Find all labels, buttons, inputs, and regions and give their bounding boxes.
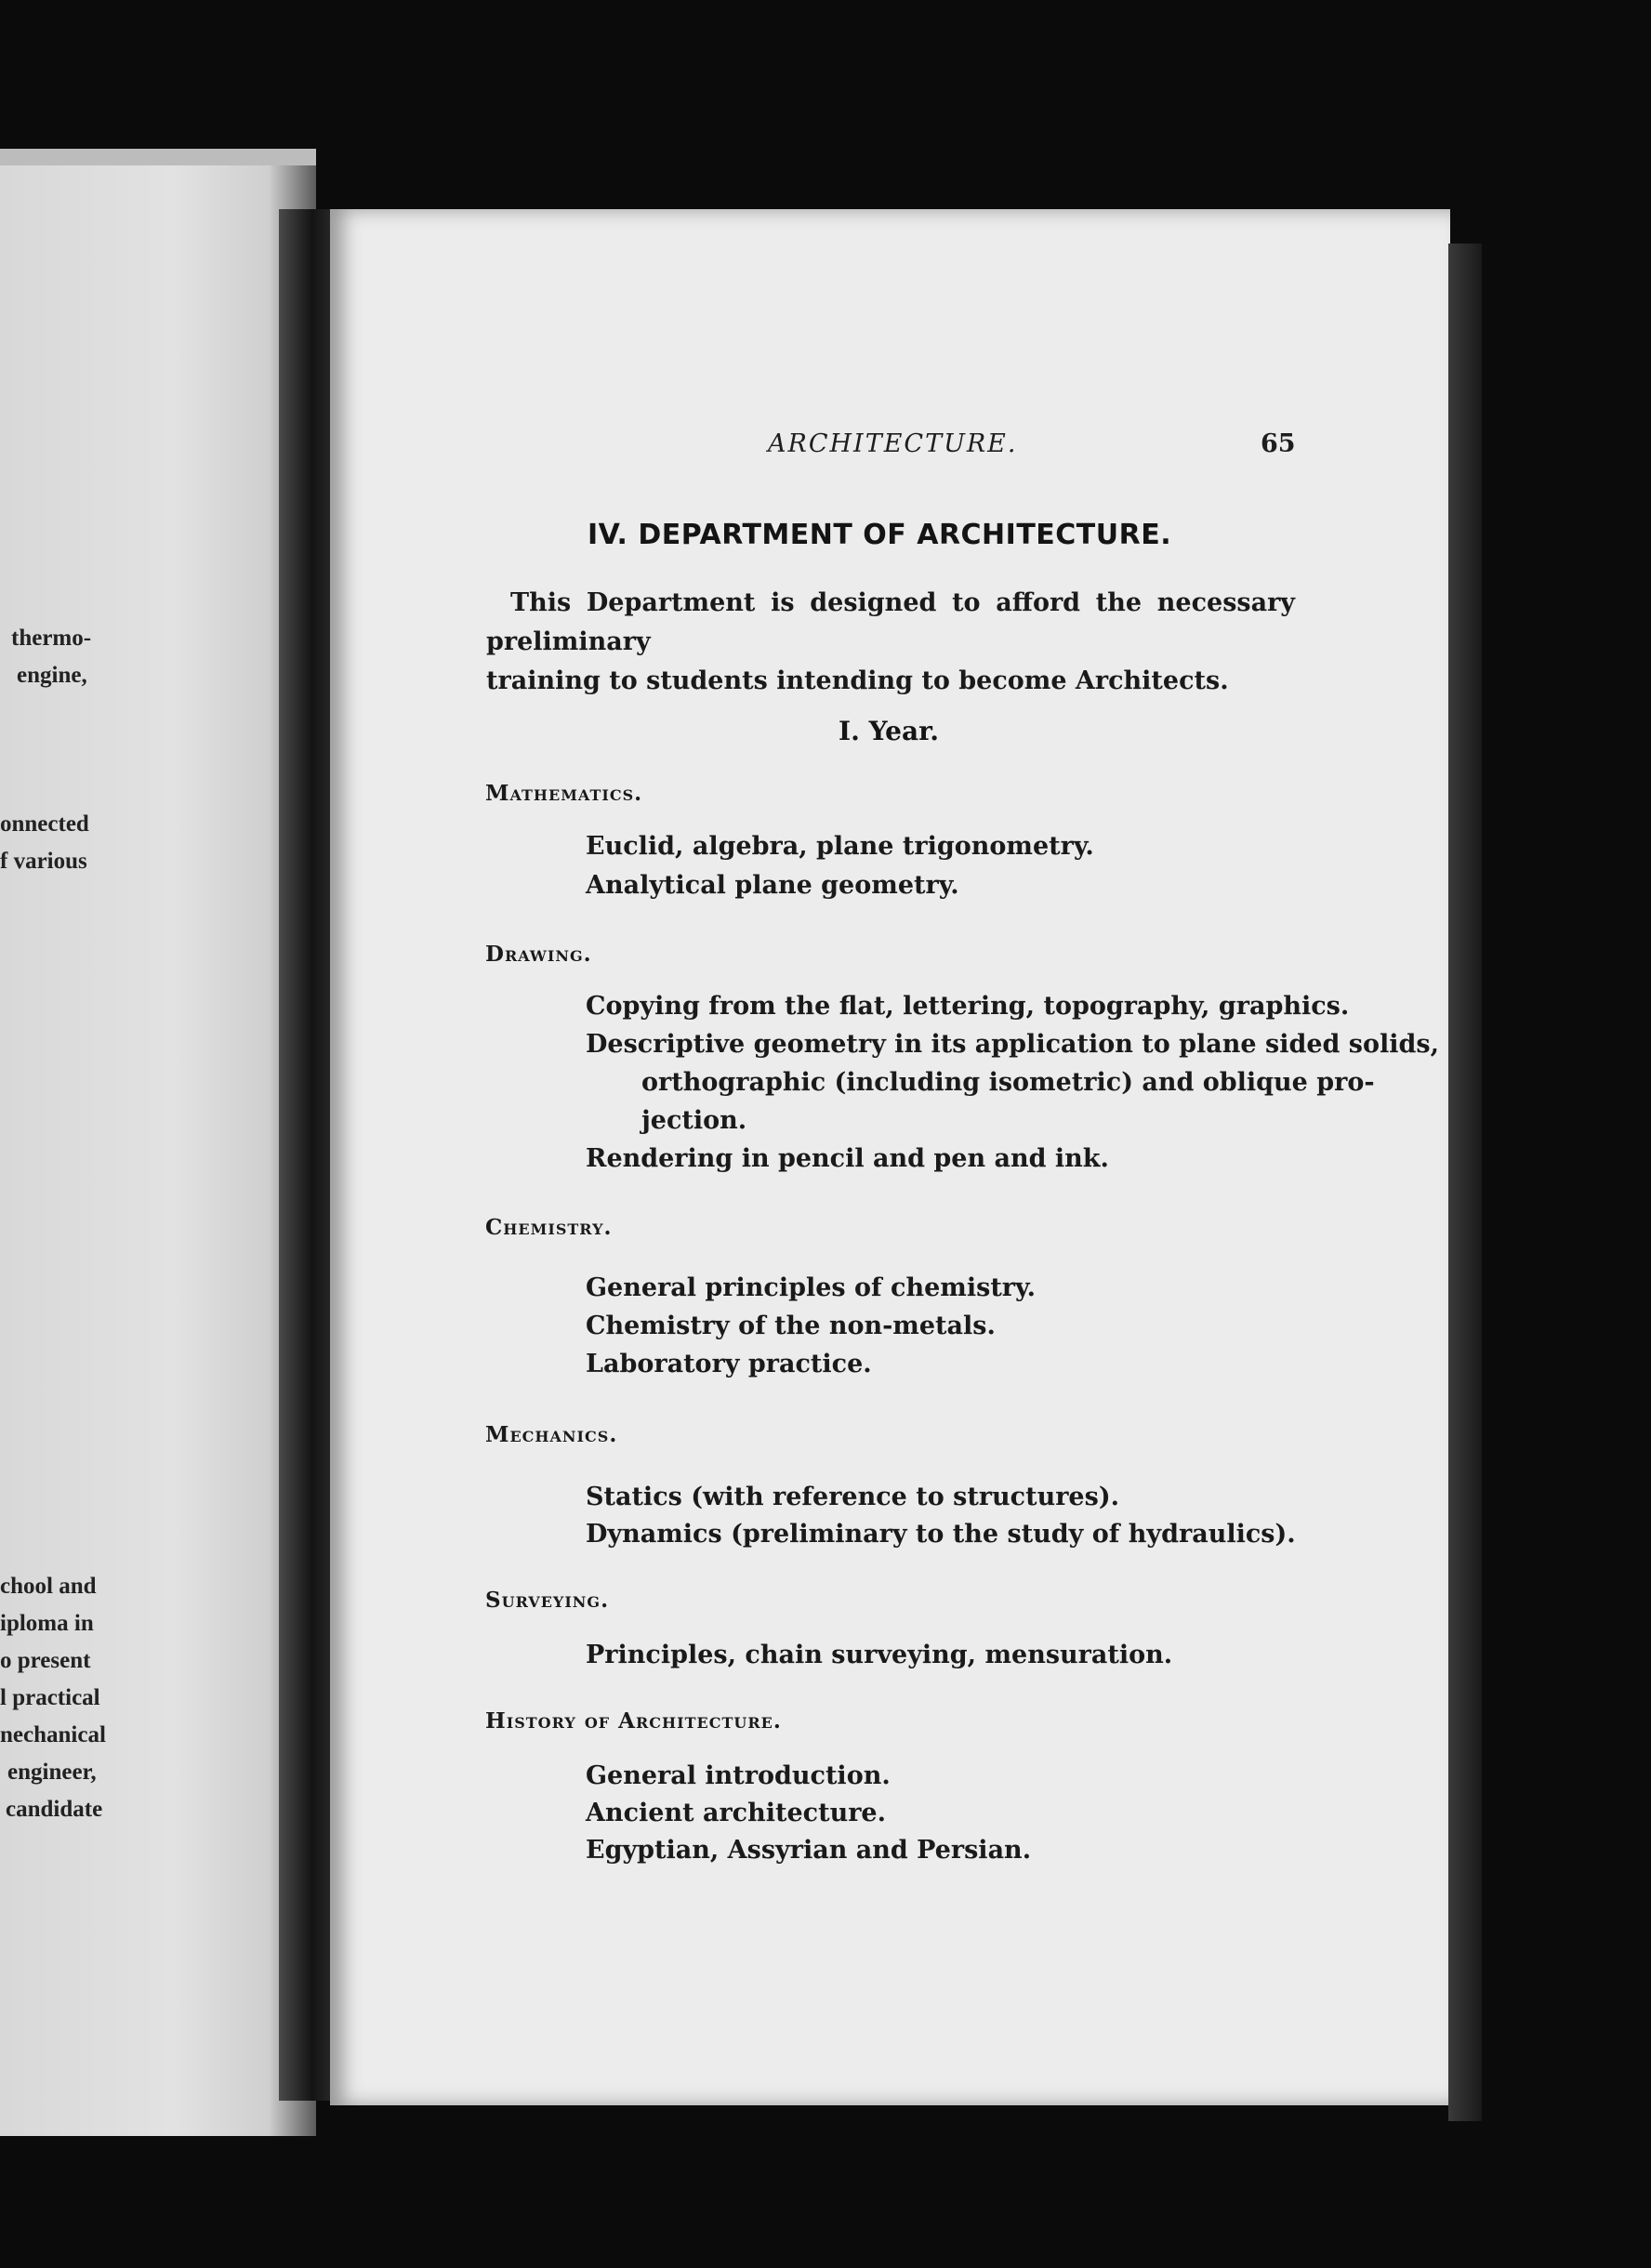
course-item: Principles, chain surveying, mensuration. (586, 1641, 1173, 1669)
course-item: Analytical plane geometry. (586, 871, 959, 900)
left-page-fragment: l practical (0, 1685, 100, 1710)
course-item: Laboratory practice. (586, 1350, 872, 1378)
course-item: General introduction. (586, 1761, 891, 1790)
left-page-fragment: candidate (6, 1797, 103, 1822)
department-title: IV. DEPARTMENT OF ARCHITECTURE. (588, 519, 1172, 551)
course-item: Euclid, algebra, plane trigonometry. (586, 832, 1094, 861)
left-page-fragment: o present (0, 1648, 91, 1673)
course-item: Egyptian, Assyrian and Persian. (586, 1836, 1032, 1865)
intro-line: This Department is designed to afford the necessary preliminary (486, 588, 1295, 656)
course-item: Chemistry of the non-metals. (586, 1312, 996, 1340)
course-item: Copying from the flat, lettering, topography, graphics. (586, 992, 1350, 1021)
course-item: Dynamics (preliminary to the study of hydraulics). (586, 1520, 1296, 1549)
department-intro (486, 584, 1295, 701)
subject-heading-drawing: Drawing. (485, 942, 592, 967)
course-item: Statics (with reference to structures). (586, 1483, 1119, 1511)
left-page-fragment: chool and (0, 1574, 97, 1599)
course-item: Descriptive geometry in its application to plane sided solids, (586, 1030, 1439, 1059)
left-page-fragment: thermo- (11, 626, 92, 651)
subject-heading-mathematics: Mathematics. (485, 781, 643, 806)
course-item: General principles of chemistry. (586, 1273, 1037, 1302)
left-page-fragment: f various (0, 849, 87, 874)
subject-heading-mechanics: Mechanics. (485, 1422, 618, 1447)
page-number: 65 (1261, 429, 1296, 458)
left-page-fragment: engine, (17, 663, 87, 688)
page-edge (1448, 244, 1482, 2121)
left-page-fragment: engineer, (7, 1760, 97, 1785)
left-page-fragment: nechanical (0, 1722, 106, 1747)
course-item: Rendering in pencil and pen and ink. (586, 1144, 1109, 1173)
book-gutter (279, 209, 335, 2101)
course-item: orthographic (including isometric) and oblique pro- (641, 1068, 1375, 1097)
subject-heading-chemistry: Chemistry. (485, 1215, 613, 1240)
intro-line: training to students intending to become Architects. (486, 666, 1229, 695)
course-item: jection. (641, 1106, 747, 1135)
running-head: ARCHITECTURE. (768, 429, 1018, 458)
subject-heading-surveying: Surveying. (485, 1588, 610, 1613)
left-page (0, 149, 316, 2136)
left-page-fragment: iploma in (0, 1611, 94, 1636)
left-page-fragment: onnected (0, 811, 89, 837)
subject-heading-history: History of Architecture. (485, 1708, 782, 1734)
course-item: Ancient architecture. (586, 1799, 886, 1827)
year-title: I. Year. (839, 716, 940, 746)
